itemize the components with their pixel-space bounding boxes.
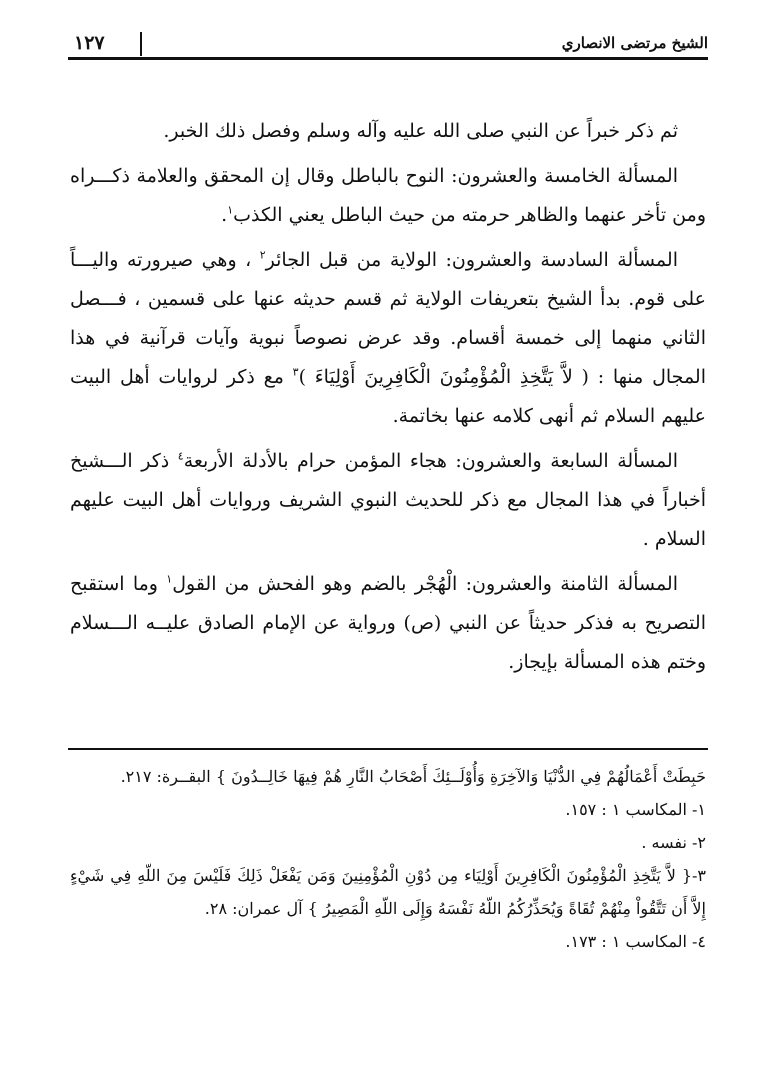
footnote-ref: ٢ xyxy=(259,248,266,262)
paragraph: المسألة الخامسة والعشرون: النوح بالباطل وقال إن المحقق والعلامة ذكـــراه ومن تأخر عنهما والظاهر حرمته من حيث الباطل يعني الكذب$^١$. xyxy=(70,165,706,226)
footnote-ref: ٣ xyxy=(292,365,299,379)
footnote: ٤- المكاسب ١ : ١٧٣. xyxy=(565,932,706,951)
footnotes xyxy=(70,760,706,958)
header-divider-tick xyxy=(140,32,142,56)
page-number: ١٢٧ xyxy=(74,32,105,54)
paragraph: المسألة السادسة والعشرون: الولاية من قبل الجائر$^٢$ ، وهي صيرورته واليـــاً على قوم. بدأ الشيخ بتعريفات الولاية ثم قسم حديثه عنها على قسمين ، فـــصل الثاني منهما إلى خمسة أقسام. وقد عرض نصوصاً نبوية وآيات قرآنية في هذا المجال منها : ( لاَّ يَتَّخِذِ الْمُؤْمِنُونَ الْكَافِرِينَ أَوْلِيَاءَ )$^٣$ مع ذكر لروايات أهل البيت عليهم السلام ثم أنهى كلامه عنها بخاتمة. xyxy=(70,248,706,427)
header-title: الشيخ مرتضى الانصاري xyxy=(561,34,708,52)
running-header xyxy=(68,30,708,62)
footnote-ref: ٤ xyxy=(177,449,184,463)
footnote: حَبِطَتْ أَعْمَالُهُمْ فِي الدُّنْيَا وَالآخِرَةِ وَأُوْلَــئِكَ أَصْحَابُ النَّارِ هُمْ فِيهَا خَالِــدُونَ } البقــرة: ٢١٧. xyxy=(120,767,706,786)
main-text xyxy=(70,112,706,688)
footnote-ref: ١ xyxy=(166,572,173,586)
paragraph: المسألة الثامنة والعشرون: الْهُجْر بالضم وهو الفحش من القول$^١$ وما استقبح التصريح به فذكر حديثاً عن النبي (ص) ورواية عن الإمام الصادق عليــه الـــسلام وختم هذه المسألة بإيجاز. xyxy=(70,572,706,673)
footnote-ref: ١ xyxy=(227,203,234,217)
footnote: ١- المكاسب ١ : ١٥٧. xyxy=(565,800,706,819)
footnote: ٢- نفسه . xyxy=(641,833,706,852)
paragraph: المسألة السابعة والعشرون: هجاء المؤمن حرام بالأدلة الأربعة$^٤$ ذكر الـــشيخ أخباراً في هذا المجال مع ذكر للحديث النبوي الشريف وروايات أهل البيت عليهم السلام . xyxy=(70,449,706,550)
paragraph: ثم ذكر خبراً عن النبي صلى الله عليه وآله وسلم وفصل ذلك الخبر. xyxy=(163,120,678,142)
header-rule xyxy=(68,57,708,60)
footnote: ٣-{ لاَّ يَتَّخِذِ الْمُؤْمِنُونَ الْكَافِرِينَ أَوْلِيَاء مِن دُوْنِ الْمُؤْمِنِينَ وَمَن يَفْعَلْ ذَلِكَ فَلَيْسَ مِنَ اللّهِ فِي شَيْءٍ إِلاَّ أَن تَتَّقُواْ مِنْهُمْ تُقَاةً وَيُحَذِّرُكُمُ اللّهُ نَفْسَهُ وَإِلَى اللّهِ الْمَصِيرُ } آل عمران: ٢٨. xyxy=(70,866,706,918)
footnote-separator xyxy=(68,748,708,750)
